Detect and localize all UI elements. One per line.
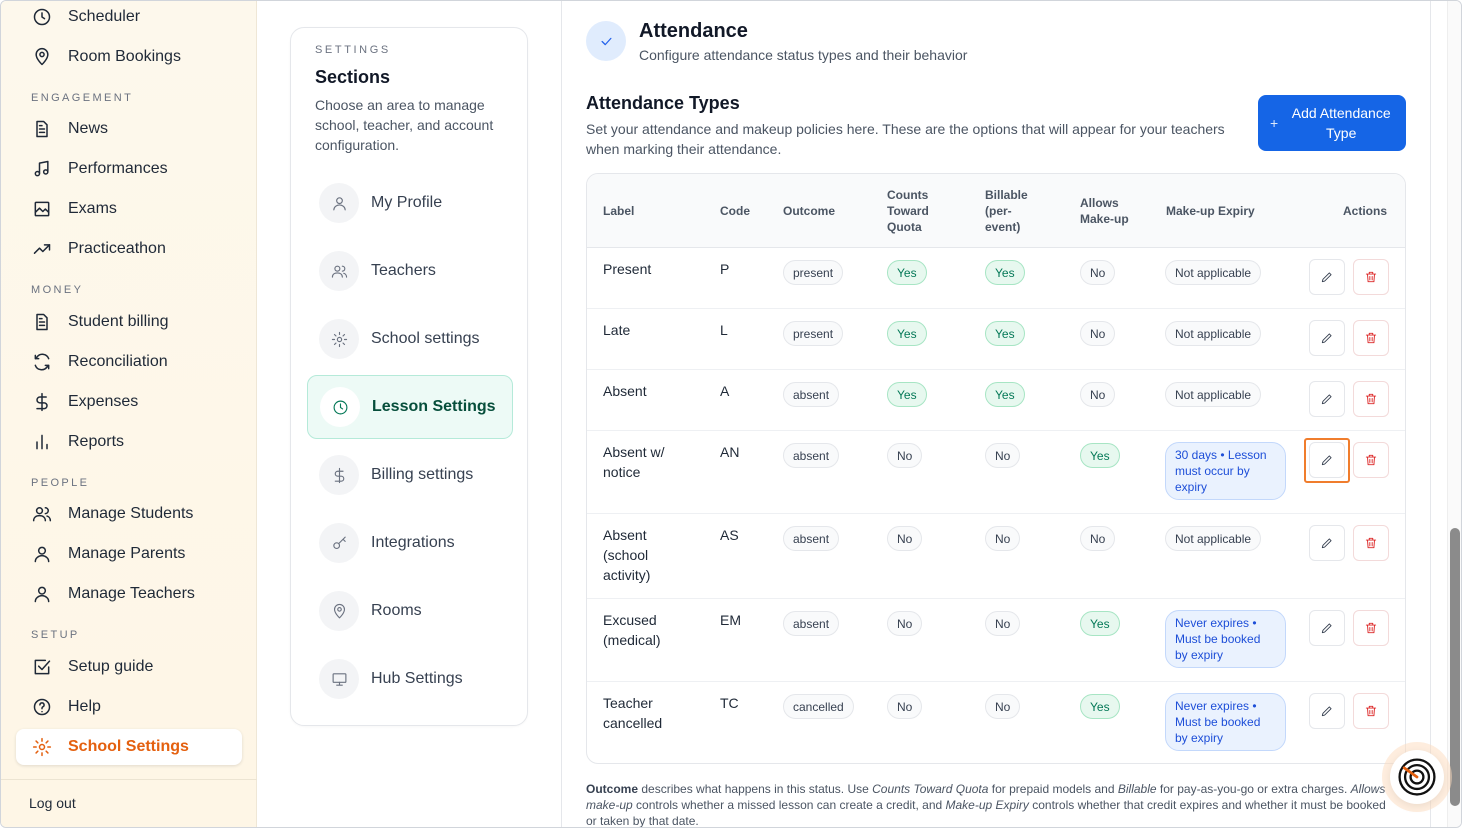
- sidebar-heading-engagement: ENGAGEMENT: [31, 92, 134, 104]
- makeup-badge: No: [1080, 260, 1115, 285]
- image-icon: [31, 198, 53, 220]
- section-item-label: Teachers: [371, 262, 436, 279]
- trash-icon: [1364, 453, 1378, 467]
- sidebar-item-help[interactable]: [31, 695, 101, 719]
- pencil-icon: [1320, 331, 1334, 345]
- makeup-badge: Yes: [1080, 611, 1120, 636]
- quota-badge: Yes: [887, 321, 927, 346]
- sidebar-divider: [1, 779, 257, 780]
- dollar-icon: [31, 391, 53, 413]
- row-label: Late: [603, 322, 631, 338]
- footnote-term: Make-up Expiry: [945, 798, 1029, 812]
- outcome-badge: absent: [783, 611, 839, 636]
- sidebar-item-label: Scheduler: [68, 8, 141, 25]
- sections-panel: [290, 27, 528, 726]
- sidebar-item-manage-teachers[interactable]: [31, 582, 195, 606]
- delete-button[interactable]: [1353, 693, 1389, 729]
- sidebar-item-label: Setup guide: [68, 658, 154, 675]
- user-icon: [31, 543, 53, 565]
- help-widget-button[interactable]: [1390, 750, 1444, 804]
- sidebar-item-reports[interactable]: [31, 430, 124, 454]
- sidebar-item-label: Expenses: [68, 393, 139, 410]
- pencil-icon: [1320, 536, 1334, 550]
- spiral-logo-icon: [1395, 755, 1439, 799]
- outcome-badge: present: [783, 260, 843, 285]
- makeup-badge: Yes: [1080, 443, 1120, 468]
- quota-badge: No: [887, 611, 922, 636]
- plus-icon: +: [1270, 115, 1279, 131]
- edit-button[interactable]: [1309, 610, 1345, 646]
- row-code: L: [720, 322, 728, 338]
- billable-badge: No: [985, 694, 1020, 719]
- column-header-makeup-expiry: Make-up Expiry: [1166, 204, 1255, 218]
- section-item-label: Integrations: [371, 534, 455, 551]
- sidebar-item-manage-students[interactable]: [31, 502, 193, 526]
- sidebar-heading-money: MONEY: [31, 284, 84, 296]
- sidebar-heading-setup: SETUP: [31, 629, 80, 641]
- trash-icon: [1364, 270, 1378, 284]
- footnote-text: controls whether that credit expires and whether it must be booked or taken by that date.: [586, 798, 1386, 828]
- document-icon: [31, 311, 53, 333]
- table-row: [587, 599, 1406, 682]
- sections-eyebrow: SETTINGS: [315, 44, 391, 56]
- delete-button[interactable]: [1353, 381, 1389, 417]
- section-description: Set your attendance and makeup policies here. These are the options that will appear for your teachers when marking their attendance.: [586, 121, 1225, 157]
- sidebar-item-scheduler[interactable]: [31, 5, 140, 29]
- sidebar-item-student-billing[interactable]: [31, 310, 169, 334]
- outcome-badge: absent: [783, 382, 839, 407]
- trash-icon: [1364, 621, 1378, 635]
- outcome-badge: cancelled: [783, 694, 854, 719]
- quota-badge: No: [887, 526, 922, 551]
- section-item-rooms[interactable]: [307, 579, 513, 643]
- sidebar-item-label: School Settings: [68, 738, 189, 755]
- sidebar-item-room-bookings[interactable]: [31, 45, 181, 69]
- section-item-billing-settings[interactable]: [307, 443, 513, 507]
- footnote-text: for prepaid models and: [988, 782, 1118, 796]
- clock-icon: [320, 387, 360, 427]
- outcome-badge: absent: [783, 443, 839, 468]
- pencil-icon: [1320, 621, 1334, 635]
- billable-badge: Yes: [985, 382, 1025, 407]
- edit-button[interactable]: [1309, 525, 1345, 561]
- trash-icon: [1364, 704, 1378, 718]
- expiry-badge: Not applicable: [1165, 382, 1261, 407]
- page-title: Attendance: [639, 20, 748, 42]
- footnote-term: Outcome: [586, 782, 639, 796]
- quota-badge: Yes: [887, 260, 927, 285]
- key-icon: [319, 523, 359, 563]
- table-footnote: [586, 781, 1396, 828]
- sidebar-item-practiceathon[interactable]: [31, 237, 166, 261]
- section-item-label: Lesson Settings: [372, 398, 496, 415]
- sections-title: Sections: [315, 67, 391, 87]
- quota-badge: No: [887, 694, 922, 719]
- section-item-integrations[interactable]: [307, 511, 513, 575]
- edit-button[interactable]: [1309, 259, 1345, 295]
- section-item-my-profile[interactable]: [307, 171, 513, 235]
- row-code: AN: [720, 444, 740, 460]
- footnote-term: Allows make-up: [586, 782, 1386, 812]
- pencil-icon: [1320, 392, 1334, 406]
- sidebar-item-expenses[interactable]: [31, 390, 138, 414]
- users-icon: [31, 503, 53, 525]
- makeup-badge: Yes: [1080, 694, 1120, 719]
- expiry-badge: Not applicable: [1165, 321, 1261, 346]
- sidebar-item-exams[interactable]: [31, 197, 117, 221]
- check-icon: [586, 21, 626, 61]
- help-icon: [31, 696, 53, 718]
- monitor-icon: [319, 659, 359, 699]
- sections-description: Choose an area to manage school, teacher, and account configuration.: [315, 97, 494, 153]
- section-item-school-settings[interactable]: [307, 307, 513, 371]
- trash-icon: [1364, 392, 1378, 406]
- delete-button[interactable]: [1353, 525, 1389, 561]
- sidebar-item-label: Performances: [68, 160, 168, 177]
- row-label: Excused (medical): [603, 612, 661, 648]
- row-code: AS: [720, 527, 739, 543]
- sidebar: [1, 1, 257, 828]
- row-label: Absent: [603, 383, 647, 399]
- scrollbar-thumb[interactable]: [1450, 528, 1460, 806]
- add-attendance-type-button[interactable]: [1258, 95, 1406, 151]
- table-row: [587, 248, 1406, 309]
- sidebar-item-label: Manage Students: [68, 505, 194, 522]
- trend-up-icon: [31, 238, 53, 260]
- billable-badge: No: [985, 611, 1020, 636]
- section-item-label: School settings: [371, 330, 480, 347]
- sidebar-item-label: Help: [68, 698, 101, 715]
- row-label: Absent (school activity): [603, 527, 651, 583]
- sidebar-item-setup-guide[interactable]: [31, 655, 153, 679]
- table-row: [587, 370, 1406, 431]
- attendance-types-table: [586, 173, 1406, 764]
- pencil-icon: [1320, 453, 1334, 467]
- quota-badge: No: [887, 443, 922, 468]
- sidebar-item-label: Practiceathon: [68, 240, 166, 257]
- pencil-icon: [1320, 270, 1334, 284]
- row-label: Absent w/ notice: [603, 444, 665, 480]
- row-label: Teacher cancelled: [603, 695, 663, 731]
- footnote-term: Billable: [1117, 782, 1157, 796]
- add-button-label: Add Attendance Type: [1291, 105, 1391, 141]
- expiry-badge: 30 days • Lesson must occur by expiry: [1165, 442, 1286, 500]
- pencil-icon: [1320, 704, 1334, 718]
- user-icon: [319, 183, 359, 223]
- section-item-label: My Profile: [371, 194, 443, 211]
- section-item-hub-settings[interactable]: [307, 647, 513, 711]
- sidebar-item-label: Manage Parents: [68, 545, 186, 562]
- edit-button[interactable]: [1309, 381, 1345, 417]
- table-header: [587, 174, 1406, 248]
- sidebar-item-manage-parents[interactable]: [31, 542, 185, 566]
- sidebar-item-reconciliation[interactable]: [31, 350, 168, 374]
- sidebar-item-school-settings[interactable]: [31, 735, 189, 759]
- row-code: EM: [720, 612, 741, 628]
- billable-badge: Yes: [985, 321, 1025, 346]
- section-item-teachers[interactable]: [307, 239, 513, 303]
- gear-icon: [31, 736, 53, 758]
- footnote-term: Counts Toward Quota: [872, 782, 989, 796]
- expiry-badge: Not applicable: [1165, 260, 1261, 285]
- edit-button[interactable]: [1309, 693, 1345, 729]
- delete-button[interactable]: [1353, 442, 1389, 478]
- billable-badge: Yes: [985, 260, 1025, 285]
- trash-icon: [1364, 331, 1378, 345]
- edit-button[interactable]: [1309, 320, 1345, 356]
- refresh-icon: [31, 351, 53, 373]
- checkbox-icon: [31, 656, 53, 678]
- footnote-text: for pay-as-you-go or extra charges.: [1156, 782, 1351, 796]
- delete-button[interactable]: [1353, 610, 1389, 646]
- column-header-quota: Counts Toward Quota: [887, 188, 929, 234]
- makeup-badge: No: [1080, 382, 1115, 407]
- row-label: Present: [603, 261, 652, 277]
- table-row: [587, 682, 1406, 764]
- clock-icon: [31, 6, 53, 28]
- table-row: [587, 309, 1406, 370]
- section-item-lesson-settings[interactable]: [307, 375, 513, 439]
- sidebar-item-label: Exams: [68, 200, 117, 217]
- logout-link[interactable]: Log out: [29, 795, 76, 811]
- page-subtitle: Configure attendance status types and their behavior: [639, 47, 968, 63]
- row-code: P: [720, 261, 730, 277]
- row-code: A: [720, 383, 730, 399]
- outcome-badge: absent: [783, 526, 839, 551]
- dollar-icon: [319, 455, 359, 495]
- sidebar-item-label: Room Bookings: [68, 48, 181, 65]
- document-icon: [31, 118, 53, 140]
- sidebar-item-label: Reports: [68, 433, 125, 450]
- user-icon: [31, 583, 53, 605]
- sidebar-item-label: Student billing: [68, 313, 169, 330]
- sidebar-item-news[interactable]: [31, 117, 108, 141]
- edit-button[interactable]: [1309, 442, 1345, 478]
- column-header-outcome: Outcome: [783, 204, 836, 218]
- delete-button[interactable]: [1353, 320, 1389, 356]
- column-header-billable: Billable (per-event): [985, 188, 1028, 234]
- expiry-badge: Not applicable: [1165, 526, 1261, 551]
- sidebar-item-label: Manage Teachers: [68, 585, 195, 602]
- column-header-label: Label: [603, 204, 635, 218]
- gear-icon: [319, 319, 359, 359]
- section-item-label: Rooms: [371, 602, 422, 619]
- section-title: Attendance Types: [586, 93, 740, 113]
- expiry-badge: Never expires • Must be booked by expiry: [1165, 693, 1286, 751]
- makeup-badge: No: [1080, 526, 1115, 551]
- billable-badge: No: [985, 526, 1020, 551]
- footnote-text: controls whether a missed lesson can create a credit, and: [632, 798, 946, 812]
- column-header-allows-makeup: Allows Make-up: [1080, 196, 1129, 226]
- column-header-code: Code: [720, 204, 750, 218]
- quota-badge: Yes: [887, 382, 927, 407]
- sidebar-item-label: Reconciliation: [68, 353, 168, 370]
- section-item-label: Billing settings: [371, 466, 474, 483]
- billable-badge: No: [985, 443, 1020, 468]
- bar-chart-icon: [31, 431, 53, 453]
- users-icon: [319, 251, 359, 291]
- map-pin-icon: [319, 591, 359, 631]
- table-row: [587, 431, 1406, 514]
- map-pin-icon: [31, 46, 53, 68]
- makeup-badge: No: [1080, 321, 1115, 346]
- sidebar-item-label: News: [68, 120, 109, 137]
- music-note-icon: [31, 158, 53, 180]
- delete-button[interactable]: [1353, 259, 1389, 295]
- table-row: [587, 514, 1406, 599]
- trash-icon: [1364, 536, 1378, 550]
- row-code: TC: [720, 695, 739, 711]
- sidebar-item-performances[interactable]: [31, 157, 168, 181]
- section-item-label: Hub Settings: [371, 670, 463, 687]
- sidebar-heading-people: PEOPLE: [31, 477, 90, 489]
- outcome-badge: present: [783, 321, 843, 346]
- column-header-actions: Actions: [1343, 204, 1388, 218]
- footnote-text: describes what happens in this status. Use: [638, 782, 873, 796]
- expiry-badge: Never expires • Must be booked by expiry: [1165, 610, 1286, 668]
